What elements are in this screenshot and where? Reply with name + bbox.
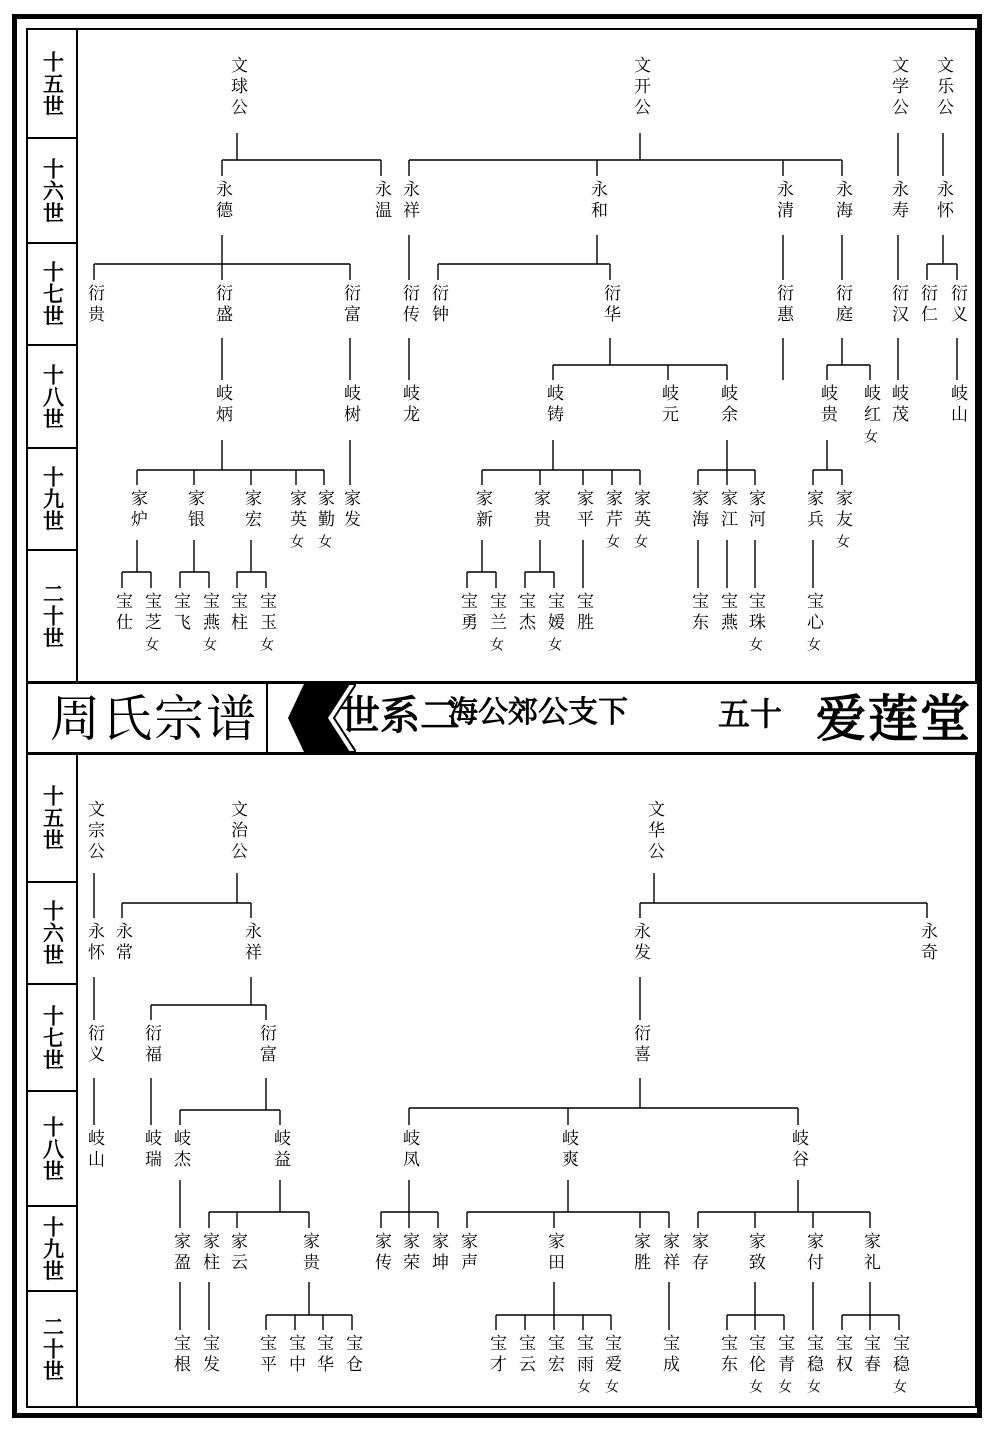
person-name [804, 592, 821, 655]
page-number: 五十 [718, 695, 783, 733]
female-marker: 女 [546, 637, 562, 655]
person-name: 岐龙 [399, 384, 419, 426]
person-name: 永发 [630, 922, 650, 964]
person-name: 衍仁 [917, 284, 937, 326]
female-marker: 女 [805, 637, 821, 655]
person-name: 宝柱 [227, 592, 247, 634]
female-marker: 女 [288, 534, 304, 552]
person-name-text: 家英 [286, 489, 306, 531]
person-name: 衍华 [600, 284, 620, 326]
person-name [603, 489, 620, 552]
section-label: 世系二 [340, 692, 460, 739]
person-name: 家海 [688, 489, 708, 531]
person-name: 家坤 [428, 1232, 448, 1274]
person-name: 家云 [227, 1232, 247, 1274]
person-name: 家贵 [299, 1232, 319, 1274]
person-name: 宝胜 [573, 592, 593, 634]
person-name: 宝春 [860, 1334, 880, 1376]
gen-label: 十六世 [40, 900, 65, 966]
person-name-text: 宝珠 [745, 592, 765, 634]
person-name: 家兵 [803, 489, 823, 531]
person-name-text: 宝嫒 [544, 592, 564, 634]
gen-label: 十九世 [40, 466, 65, 532]
female-marker: 女 [575, 1379, 591, 1397]
person-name: 岐瑞 [141, 1129, 161, 1171]
female-marker: 女 [316, 534, 332, 552]
person-name: 岐爽 [558, 1129, 578, 1171]
person-name [257, 592, 274, 655]
person-name: 岐山 [84, 1129, 104, 1171]
person-name [315, 489, 332, 552]
person-name: 家贵 [530, 489, 550, 531]
person-name [200, 592, 217, 655]
person-name: 文乐公 [933, 56, 953, 119]
book-title: 周氏宗谱 [50, 690, 258, 748]
gen-label: 十八世 [40, 1115, 65, 1182]
person-name: 衍富 [256, 1024, 276, 1066]
person-name: 永和 [587, 180, 607, 222]
person-name: 永海 [832, 180, 852, 222]
person-name: 永清 [773, 180, 793, 222]
person-name: 衍福 [141, 1024, 161, 1066]
person-name: 宝成 [659, 1334, 679, 1376]
person-name: 家盈 [170, 1232, 190, 1274]
person-name: 宝中 [285, 1334, 305, 1376]
person-name: 岐贵 [817, 384, 837, 426]
person-name: 衍盛 [212, 284, 232, 326]
person-name: 宝杰 [515, 592, 535, 634]
person-name: 家柱 [199, 1232, 219, 1274]
person-name: 岐炳 [212, 384, 232, 426]
person-name: 永德 [212, 180, 232, 222]
female-marker: 女 [747, 1379, 763, 1397]
branch-label: 海公郊公支下 [448, 695, 628, 730]
person-name: 衍贵 [84, 284, 104, 326]
person-name: 宝发 [199, 1334, 219, 1376]
person-name-text: 宝芝 [141, 592, 161, 634]
female-marker: 女 [834, 534, 850, 552]
person-name [602, 1334, 619, 1397]
person-name: 家胜 [630, 1232, 650, 1274]
person-name: 永祥 [241, 922, 261, 964]
person-name: 宝才 [486, 1334, 506, 1376]
person-name: 家田 [544, 1232, 564, 1274]
female-marker: 女 [862, 429, 878, 447]
person-name: 永祥 [399, 180, 419, 222]
person-name-text: 宝伦 [745, 1334, 765, 1376]
person-name: 永怀 [933, 180, 953, 222]
person-name: 家银 [184, 489, 204, 531]
person-name: 宝根 [170, 1334, 190, 1376]
person-name: 宝宏 [544, 1334, 564, 1376]
gen-label: 十八世 [40, 363, 65, 430]
person-name: 岐铸 [543, 384, 563, 426]
gen-label: 十五世 [40, 785, 65, 851]
person-name: 永怀 [84, 922, 104, 964]
person-name: 永奇 [917, 922, 937, 964]
female-marker: 女 [488, 637, 504, 655]
person-name: 文球公 [227, 56, 247, 119]
female-marker: 女 [604, 534, 620, 552]
person-name: 岐树 [340, 384, 360, 426]
female-marker: 女 [891, 1379, 907, 1397]
person-name: 永温 [371, 180, 391, 222]
person-name: 宝仓 [342, 1334, 362, 1376]
person-name: 永寿 [888, 180, 908, 222]
person-name: 永常 [112, 922, 132, 964]
person-name: 宝华 [313, 1334, 333, 1376]
person-name: 家存 [688, 1232, 708, 1274]
person-name [746, 1334, 763, 1397]
person-name: 家平 [573, 489, 593, 531]
person-name: 岐谷 [788, 1129, 808, 1171]
female-marker: 女 [776, 1379, 792, 1397]
person-name-text: 岐红 [860, 384, 880, 426]
person-name [545, 592, 562, 655]
gen-label: 二十世 [40, 583, 65, 649]
person-name: 岐杰 [170, 1129, 190, 1171]
female-marker: 女 [603, 1379, 619, 1397]
person-name: 宝仕 [112, 592, 132, 634]
person-name [631, 489, 648, 552]
person-name-text: 宝兰 [486, 592, 506, 634]
person-name: 文治公 [227, 800, 247, 863]
person-name-text: 家友 [832, 489, 852, 531]
person-name-text: 宝稳 [803, 1334, 823, 1376]
person-name [574, 1334, 591, 1397]
female-marker: 女 [805, 1379, 821, 1397]
person-name: 家炉 [127, 489, 147, 531]
person-name-text: 家英 [630, 489, 650, 531]
person-name: 衍汉 [888, 284, 908, 326]
person-name [890, 1334, 907, 1397]
person-name: 衍富 [340, 284, 360, 326]
female-marker: 女 [143, 637, 159, 655]
person-name: 家礼 [860, 1232, 880, 1274]
person-name: 家付 [803, 1232, 823, 1274]
person-name [487, 592, 504, 655]
gen-label: 十九世 [40, 1215, 65, 1282]
person-name: 岐凤 [399, 1129, 419, 1171]
gen-label: 十七世 [40, 261, 65, 327]
person-name: 岐余 [717, 384, 737, 426]
person-name [287, 489, 304, 552]
person-name-text: 宝雨 [573, 1334, 593, 1376]
person-name: 宝东 [688, 592, 708, 634]
female-marker: 女 [201, 637, 217, 655]
person-name: 家声 [457, 1232, 477, 1274]
person-name-text: 宝稳 [889, 1334, 909, 1376]
person-name-text: 宝燕 [199, 592, 219, 634]
person-name: 家河 [745, 489, 765, 531]
person-name: 家祥 [659, 1232, 679, 1274]
gen-label: 十六世 [40, 157, 65, 224]
person-name: 家宏 [241, 489, 261, 531]
person-name: 衍钟 [428, 284, 448, 326]
person-name: 宝勇 [457, 592, 477, 634]
person-name-text: 家芹 [602, 489, 622, 531]
gen-label: 十七世 [40, 1004, 65, 1071]
gen-label: 十五世 [40, 50, 65, 117]
person-name: 衍传 [399, 284, 419, 326]
person-name: 衍义 [947, 284, 967, 326]
person-name [804, 1334, 821, 1397]
person-name [861, 384, 878, 447]
person-name-text: 宝玉 [256, 592, 276, 634]
person-name: 岐益 [270, 1129, 290, 1171]
person-name: 衍义 [84, 1024, 104, 1066]
person-name: 宝云 [515, 1334, 535, 1376]
female-marker: 女 [747, 637, 763, 655]
person-name: 文学公 [888, 56, 908, 119]
person-name: 衍惠 [773, 284, 793, 326]
person-name: 家致 [745, 1232, 765, 1274]
person-name-text: 宝青 [774, 1334, 794, 1376]
female-marker: 女 [258, 637, 274, 655]
person-name: 岐茂 [888, 384, 908, 426]
person-name: 宝权 [832, 1334, 852, 1376]
person-name: 家传 [371, 1232, 391, 1274]
person-name-text: 宝心 [803, 592, 823, 634]
hall-name: 爱莲堂 [816, 689, 972, 748]
person-name: 文华公 [644, 800, 664, 863]
person-name: 岐元 [658, 384, 678, 426]
person-name: 家发 [340, 489, 360, 531]
person-name: 宝平 [256, 1334, 276, 1376]
person-name: 宝燕 [717, 592, 737, 634]
person-name: 文开公 [630, 56, 650, 119]
person-name-text: 宝爱 [601, 1334, 621, 1376]
person-name: 衍庭 [832, 284, 852, 326]
person-name [775, 1334, 792, 1397]
person-name [142, 592, 159, 655]
person-name: 家新 [472, 489, 492, 531]
person-name: 家荣 [399, 1232, 419, 1274]
person-name: 衍喜 [630, 1024, 650, 1066]
person-name [833, 489, 850, 552]
person-name: 文宗公 [84, 800, 104, 863]
person-name: 宝飞 [170, 592, 190, 634]
person-name: 岐山 [947, 384, 967, 426]
person-name [746, 592, 763, 655]
female-marker: 女 [632, 534, 648, 552]
person-name: 家江 [717, 489, 737, 531]
person-name: 宝东 [717, 1334, 737, 1376]
gen-label: 二十世 [40, 1316, 65, 1382]
person-name-text: 家勤 [314, 489, 334, 531]
